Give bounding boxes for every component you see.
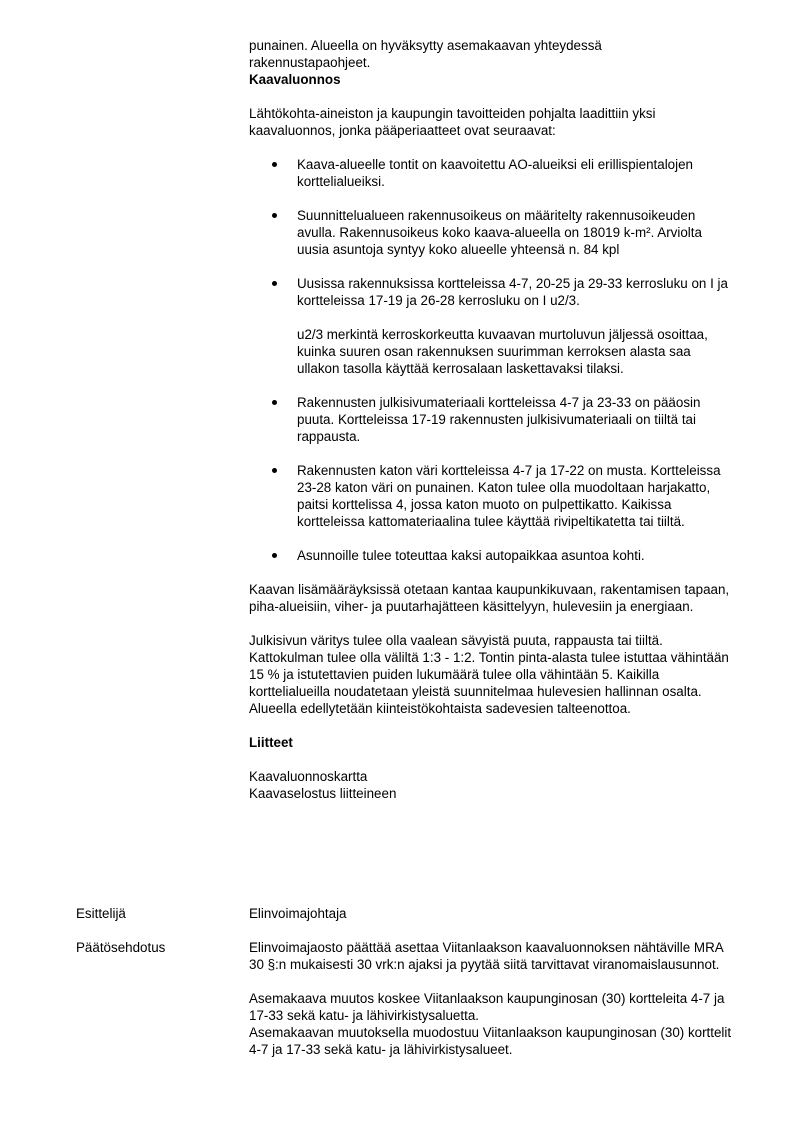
main-text-column bbox=[249, 37, 735, 802]
bullet-icon bbox=[272, 553, 277, 558]
list-item-text: Uusissa rakennuksissa kortteleissa 4-7, 20-25 ja 29-33 kerrosluku on I ja kortteleissa 17-19 ja 26-28 kerrosluku on I u2/3. bbox=[297, 276, 728, 308]
kaavaluonnos-intro: Lähtökohta-aineiston ja kaupungin tavoitteiden pohjalta laadittiin yksi kaavaluonnos, jonka pääperiaatteet ovat seuraavat: bbox=[249, 106, 656, 138]
decision-proposal-para-2-line-2: Asemakaavan muutoksella muodostuu Viitanlaakson kaupunginosan (30) korttelit 4-7 ja 17-33 sekä katu- ja lähivirkistysalueet. bbox=[249, 1025, 732, 1057]
list-item bbox=[249, 275, 735, 377]
list-item-text: Kaava-alueelle tontit on kaavoitettu AO-alueiksi eli erillispientalojen korttelialueiksi. bbox=[297, 157, 693, 189]
decision-proposal-para-1: Elinvoimajaosto päättää asettaa Viitanlaakson kaavaluonnoksen nähtäville MRA 30 §:n mukaisesti 30 vrk:n ajaksi ja pyytää siitä tarvittavat viranomaislausunnot. bbox=[249, 940, 723, 972]
list-item-subtext: u2/3 merkintä kerroskorkeutta kuvaavan murtoluvun jäljessä osoittaa, kuinka suuren osan rakennuksen suurimman kerroksen alasta saa ullakon tasolla käyttää kerrosalaan laskettavaksi tilaksi. bbox=[297, 327, 708, 376]
list-item bbox=[249, 156, 735, 190]
regulations-paragraph: Kaavan lisämääräyksissä otetaan kantaa kaupunkikuvaan, rakentamisen tapaan, piha-alueisiin, viher- ja puutarhajätteen käsittelyyn, hulevesiin ja energiaan. bbox=[249, 582, 730, 614]
bullet-icon bbox=[272, 162, 277, 167]
facade-paragraph: Julkisivun väritys tulee olla vaalean sävyistä puuta, rappausta tai tiiltä. Kattokulman tulee olla väliltä 1:3 - 1:2. Tontin pinta-alasta tulee istuttaa vähintään 15 % ja istutettavien puiden lukumäärä tulee olla vähintään 5. Kaikilla korttelialueilla noudatetaan yleistä suunnitelmaa hulevesien hallinnan osalta. Alueella edellytetään kiinteistökohtaista sadevesien talteenottoa. bbox=[249, 633, 729, 716]
list-item-text: Rakennusten katon väri kortteleissa 4-7 ja 17-22 on musta. Kortteleissa 23-28 katon väri on punainen. Katon tulee olla muodoltaan harjakatto, paitsi korttelissa 4, jossa katon muoto on pulpettikatto. Kaikissa kortteleissa kattomateriaalina tulee käyttää rivipeltikatetta tai tiiltä. bbox=[297, 463, 721, 529]
decision-proposal-label: Päätösehdotus bbox=[76, 940, 166, 955]
presenter-label: Esittelijä bbox=[76, 906, 126, 921]
bullet-icon bbox=[272, 400, 277, 405]
decision-proposal-para-2-line-1: Asemakaava muutos koskee Viitanlaakson kaupunginosan (30) kortteleita 4-7 ja 17-33 sekä katu- ja lähivirkistysaluetta. bbox=[249, 991, 725, 1023]
attachment-item: Kaavaluonnoskartta bbox=[249, 769, 368, 784]
continued-line-2: rakennustapaohjeet. bbox=[249, 55, 371, 70]
presenter-value: Elinvoimajohtaja bbox=[249, 906, 347, 921]
principles-list bbox=[249, 156, 735, 564]
decision-proposal-content bbox=[249, 939, 735, 1058]
list-item bbox=[249, 462, 735, 530]
list-item bbox=[249, 394, 735, 445]
attachment-item: Kaavaselostus liitteineen bbox=[249, 786, 397, 801]
list-item-text: Rakennusten julkisivumateriaali kortteleissa 4-7 ja 23-33 on pääosin puuta. Kortteleissa 17-19 rakennusten julkisivumateriaali on tiiltä tai rappausta. bbox=[297, 395, 701, 444]
continued-line-1: punainen. Alueella on hyväksytty asemakaavan yhteydessä bbox=[249, 38, 602, 53]
section-heading-kaavaluonnos: Kaavaluonnos bbox=[249, 72, 341, 87]
list-item-text: Suunnittelualueen rakennusoikeus on määritelty rakennusoikeuden avulla. Rakennusoikeus koko kaava-alueella on 18019 k-m². Arviolta uusia asuntoja syntyy koko alueelle yhteensä n. 84 kpl bbox=[297, 208, 702, 257]
attachments-list bbox=[249, 768, 735, 802]
list-item bbox=[249, 207, 735, 258]
list-item-text: Asunnoille tulee toteuttaa kaksi autopaikkaa asuntoa kohti. bbox=[297, 548, 645, 563]
section-heading-liitteet: Liitteet bbox=[249, 735, 293, 750]
bullet-icon bbox=[272, 281, 277, 286]
bullet-icon bbox=[272, 213, 277, 218]
continued-paragraph bbox=[249, 37, 735, 71]
bullet-icon bbox=[272, 468, 277, 473]
list-item bbox=[249, 547, 735, 564]
